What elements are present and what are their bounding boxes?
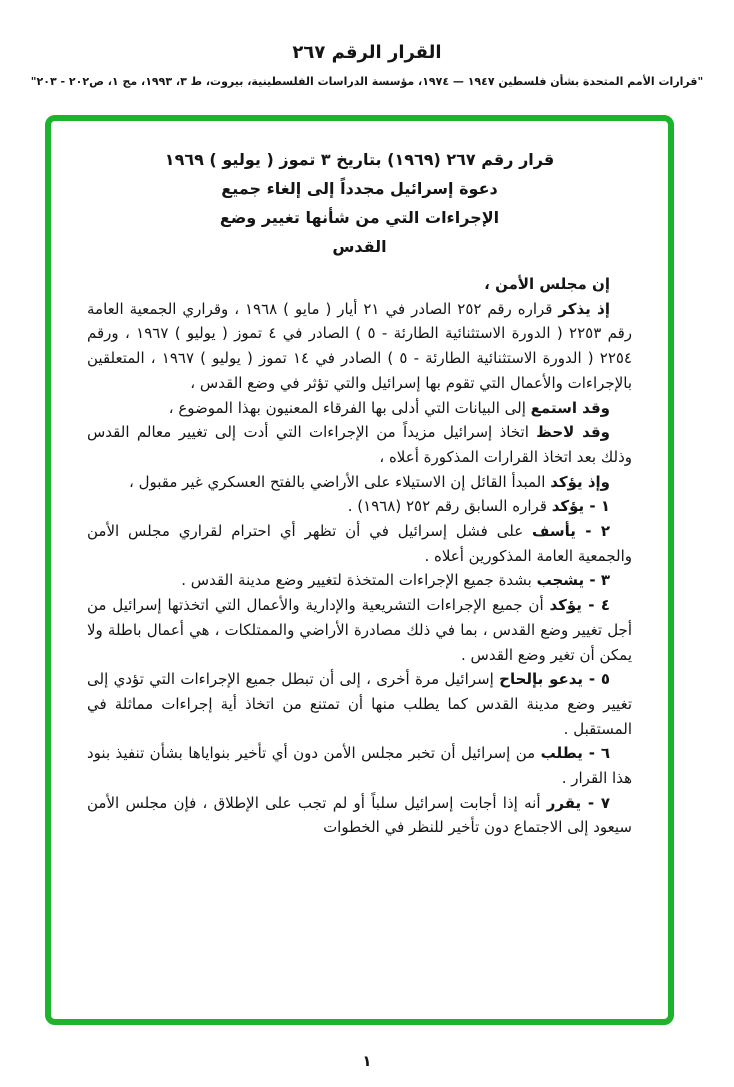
- body-paragraph: [87, 519, 632, 568]
- paragraph-number: ٥ -: [583, 670, 610, 689]
- paragraph-lead-bold: يأسف: [532, 522, 576, 541]
- paragraph-lead-bold: يقرر: [546, 793, 582, 812]
- body-paragraph: [87, 470, 632, 495]
- paragraph-text: قراره السابق رقم ٢٥٢ (١٩٦٨) .: [347, 497, 552, 516]
- paragraph-lead-bold: يشجب: [536, 571, 585, 590]
- body-paragraph: [87, 741, 632, 790]
- paragraph-text: أن جميع الإجراءات التشريعية والإدارية والأعمال التي اتخذتها إسرائيل من أجل تغيير وضع القدس ، بما في ذلك مصادرة الأراضي والممتلكات ، هي أعمال باطلة ولا يمكن أن تغير وضع القدس .: [87, 596, 632, 664]
- paragraph-text: بشدة جميع الإجراءات المتخذة لتغيير وضع مدينة القدس .: [181, 571, 537, 590]
- paragraph-text: على فشل إسرائيل في أن تظهر أي احترام لقراري مجلس الأمن والجمعية العامة المذكورين أعلاه .: [87, 522, 632, 565]
- paragraph-lead-bold: يؤكد: [551, 497, 585, 516]
- source-citation-line: "قرارات الأمم المتحدة بشأن فلسطين ١٩٤٧ — ١٩٧٤، مؤسسة الدراسات الفلسطينية، بيروت، ط ٣، ١٩٩٣، مج ١، ص٢٠٢ - ٢٠٣": [30, 75, 704, 88]
- paragraph-lead-bold: يؤكد: [549, 596, 582, 615]
- body-paragraph: [87, 272, 632, 297]
- paragraph-text: أنه إذا أجابت إسرائيل سلباً أو لم تجب على الإطلاق ، فإن مجلس الأمن سيعود إلى الاجتماع دون تأخير للنظر في الخطوات: [87, 793, 632, 837]
- document-header: [0, 40, 734, 89]
- paragraph-number: ٣ -: [584, 571, 610, 590]
- paragraph-lead-bold: وقد لاحظ: [536, 423, 610, 442]
- paragraph-text: من إسرائيل أن تخبر مجلس الأمن دون أي تأخير بنواياها بشأن تنفيذ بنود هذا القرار .: [87, 744, 632, 788]
- resolution-title-block: [87, 145, 632, 261]
- paragraph-lead-bold: يدعو بإلحاح: [499, 670, 584, 689]
- paragraph-text: إلى البيانات التي أدلى بها الفرقاء المعنيون بهذا الموضوع ،: [168, 398, 531, 417]
- paragraph-lead-bold: إن مجلس الأمن ،: [484, 275, 610, 293]
- paragraph-number: ١ -: [584, 497, 610, 516]
- paragraph-lead-bold: وقد استمع: [530, 398, 610, 417]
- page-number: ١: [362, 1052, 372, 1070]
- document-title: القرار الرقم ٢٦٧: [292, 42, 442, 63]
- resolution-title-line: قرار رقم ٢٦٧ (١٩٦٩) بتاريخ ٣ تموز ( يوليو ) ١٩٦٩: [164, 150, 555, 169]
- paragraph-lead-bold: يطلب: [540, 744, 583, 763]
- body-paragraph: [87, 593, 632, 667]
- resolution-highlight-box: [45, 115, 674, 1025]
- paragraph-lead-bold: وإذ يؤكد: [550, 472, 610, 491]
- body-paragraph: [87, 791, 632, 840]
- paragraph-text: إسرائيل مرة أخرى ، إلى أن تبطل جميع الإجراءات التي تؤدي إلى تغيير وضع مدينة القدس كما يطلب منها أن تمتنع من اتخاذ أية إجراءات مماثلة في المستقبل .: [87, 670, 632, 738]
- resolution-title-line: القدس: [332, 237, 387, 256]
- body-paragraph: [87, 667, 632, 741]
- paragraph-number: ٦ -: [582, 744, 610, 763]
- paragraph-number: ٤ -: [581, 596, 610, 615]
- paragraph-text: المبدأ القائل إن الاستيلاء على الأراضي بالفتح العسكري غير مقبول ،: [128, 472, 551, 491]
- paragraph-lead-bold: إذ يذكر: [558, 299, 610, 318]
- body-paragraph: [87, 494, 632, 519]
- body-paragraph: [87, 297, 632, 396]
- resolution-title-line: دعوة إسرائيل مجدداً إلى إلغاء جميع: [221, 179, 498, 198]
- paragraph-text: اتخاذ إسرائيل مزيداً من الإجراءات التي أدت إلى تغيير معالم القدس وذلك بعد اتخاذ القرارات المذكورة أعلاه ،: [87, 423, 632, 466]
- body-paragraph: [87, 568, 632, 593]
- paragraph-text: قراره رقم ٢٥٢ الصادر في ٢١ أيار ( مايو ) ١٩٦٨ ، وقراري الجمعية العامة رقم ٢٢٥٣ ( الدورة الاستثنائية الطارئة - ٥ ) الصادر في ٤ تموز ( يوليو ) ١٩٦٧ ، ورقم ٢٢٥٤ ( الدورة الاستثنائية الطارئة - ٥ ) الصادر في ١٤ تموز ( يوليو ) ١٩٦٧ ، المتعلقين بالإجراءات والأعمال التي تقوم بها إسرائيل والتي تؤثر في وضع القدس ،: [87, 299, 633, 392]
- resolution-body: [87, 272, 632, 840]
- paragraph-number: ٢ -: [575, 522, 610, 541]
- resolution-title-line: الإجراءات التي من شأنها تغيير وضع: [219, 208, 500, 227]
- paragraph-number: ٧ -: [581, 793, 610, 812]
- body-paragraph: [87, 420, 632, 469]
- body-paragraph: [87, 396, 632, 421]
